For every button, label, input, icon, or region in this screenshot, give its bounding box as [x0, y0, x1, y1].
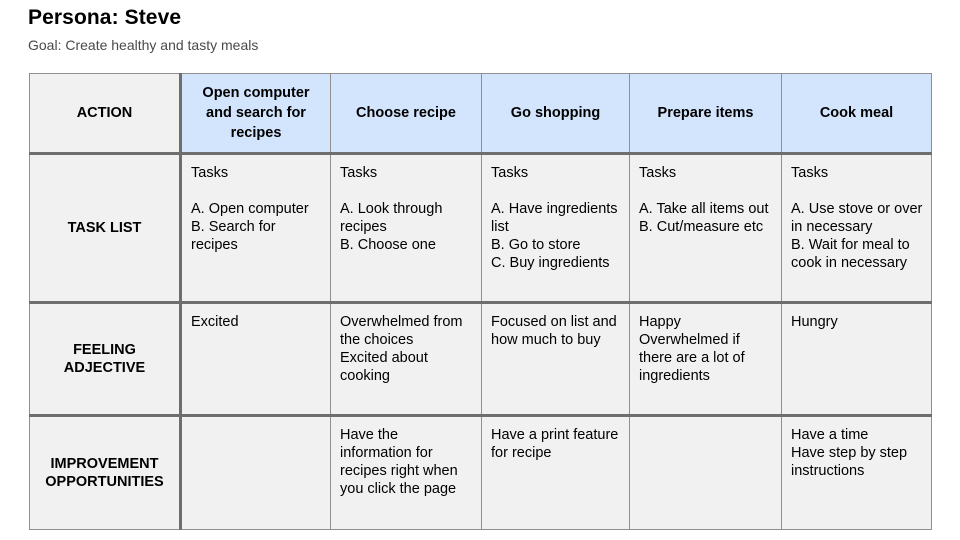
improvement-cell-shopping: Have a print feature for recipe — [482, 416, 630, 530]
feeling-cell-shopping: Focused on list and how much to buy — [482, 303, 630, 416]
feeling-cell-choose: Overwhelmed from the choices Excited about cooking — [331, 303, 482, 416]
feeling-cell-cook: Hungry — [782, 303, 932, 416]
improvement-cell-cook: Have a time Have step by step instructions — [782, 416, 932, 530]
column-header-choose: Choose recipe — [331, 74, 482, 154]
journey-map-table — [29, 73, 932, 530]
task-cell-choose: Tasks A. Look through recipes B. Choose one — [331, 154, 482, 303]
improvement-cell-search — [181, 416, 331, 530]
page-title: Persona: Steve — [28, 6, 182, 29]
row-label-feeling: FEELING ADJECTIVE — [30, 303, 181, 416]
task-cell-cook: Tasks A. Use stove or over in necessary B. Wait for meal to cook in necessary — [782, 154, 932, 303]
feeling-cell-prepare: Happy Overwhelmed if there are a lot of ingredients — [630, 303, 782, 416]
row-task-list — [30, 154, 932, 303]
persona-goal: Goal: Create healthy and tasty meals — [28, 37, 259, 53]
task-cell-prepare: Tasks A. Take all items out B. Cut/measure etc — [630, 154, 782, 303]
task-cell-search: Tasks A. Open computer B. Search for recipes — [181, 154, 331, 303]
row-label-improvement: IMPROVEMENT OPPORTUNITIES — [30, 416, 181, 530]
improvement-cell-choose: Have the information for recipes right when you click the page — [331, 416, 482, 530]
row-feeling — [30, 303, 932, 416]
column-header-prepare: Prepare items — [630, 74, 782, 154]
feeling-cell-search: Excited — [181, 303, 331, 416]
corner-label-action: ACTION — [30, 74, 181, 154]
task-cell-shopping: Tasks A. Have ingredients list B. Go to store C. Buy ingredients — [482, 154, 630, 303]
row-improvement — [30, 416, 932, 530]
column-header-shopping: Go shopping — [482, 74, 630, 154]
row-label-task-list: TASK LIST — [30, 154, 181, 303]
column-header-search: Open computer and search for recipes — [181, 74, 331, 154]
column-header-cook: Cook meal — [782, 74, 932, 154]
header-row — [30, 74, 932, 154]
improvement-cell-prepare — [630, 416, 782, 530]
